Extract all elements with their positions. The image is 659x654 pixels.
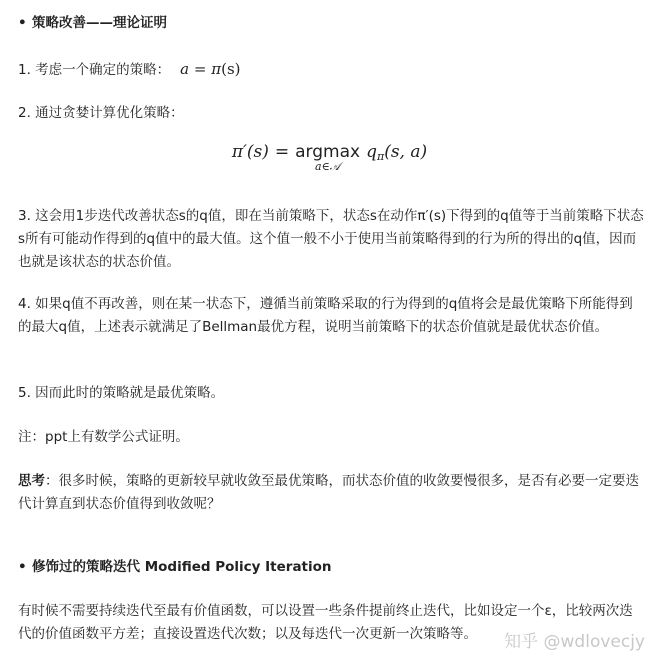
formula-argmax: argmax a∈𝒜: [295, 142, 361, 173]
item-3: 3. 这会用1步迭代改善状态s的q值，即在当前策略下，状态s在动作π′(s)下得到的q值等于当前策略下状态s所有可能动作得到的q值中的最大值。这个值一般不小于使用当前策略得到的行为所的得出的q值，因而也就是该状态的状态价值。: [18, 208, 644, 270]
bullet-icon: •: [18, 15, 27, 31]
thinking-text: ：很多时候，策略的更新较早就收敛至最优策略，而状态价值的收敛要慢很多，是否有必要一定要迭代计算直到状态价值得到收敛呢？: [18, 473, 639, 512]
note: 注：ppt上有数学公式证明。: [18, 429, 189, 445]
formula-lhs: π′(s): [231, 142, 269, 162]
formula-eq: =: [274, 142, 290, 162]
item-5: 5. 因而此时的策略就是最优策略。: [18, 385, 225, 401]
greedy-policy-formula: [0, 142, 659, 182]
last-paragraph: 有时候不需要持续迭代至最有价值函数，可以设置一些条件提前终止迭代，比如设定一个ε，比较两次迭代的价值函数平方差；直接设置迭代次数；以及每迭代一次更新一次策略等。: [18, 603, 633, 642]
heading-title: 修饰过的策略迭代 Modified Policy Iteration: [32, 559, 332, 575]
item-1-text: 1. 考虑一个确定的策略：: [18, 62, 171, 78]
policy-formula: a = π(s): [180, 60, 241, 78]
item-1: [18, 58, 645, 82]
heading-title: 策略改善——理论证明: [32, 15, 167, 31]
item-2: 2. 通过贪婪计算优化策略：: [18, 105, 184, 121]
formula-q: qπ(s, a): [366, 142, 428, 163]
section-heading-modified-policy-iteration: [18, 556, 645, 579]
thinking-label: 思考: [18, 473, 45, 489]
watermark: 知乎 @wdlovecjy: [504, 632, 645, 652]
item-4: 4. 如果q值不再改善，则在某一状态下，遵循当前策略采取的行为得到的q值将会是最优策略下所能得到的最大q值，上述表示就满足了Bellman最优方程，说明当前策略下的状态价值就是最优状态价值。: [18, 296, 633, 335]
bullet-icon: •: [18, 559, 27, 575]
thinking-paragraph: [18, 470, 645, 516]
section-heading-policy-improvement: [18, 12, 645, 35]
